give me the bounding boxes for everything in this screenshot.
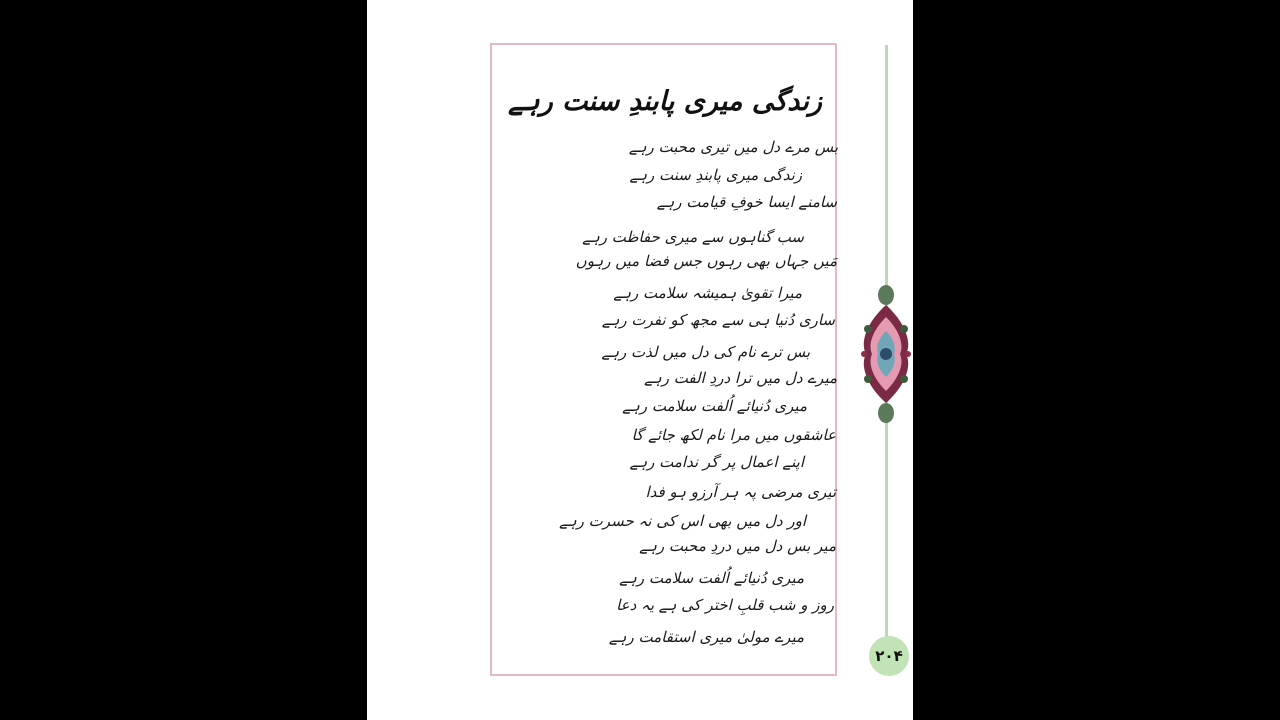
verse-line: میرا تقویٰ ہمیشہ سلامت رہے — [613, 284, 802, 302]
page-number-badge — [869, 636, 909, 676]
verse-line: اور دل میں بھی اس کی نہ حسرت رہے — [559, 512, 806, 530]
verse-line: زندگی میری پابندِ سنت رہے — [629, 166, 802, 184]
verse-line: مَیں جہاں بھی رہوں جس فضا میں رہوں — [575, 252, 837, 270]
verse-line: سامنے ایسا خوفِ قیامت رہے — [656, 193, 837, 211]
verse-line: سب گناہوں سے میری حفاظت رہے — [582, 228, 804, 246]
verse-line: عاشقوں میں مرا نام لکھ جائے گا — [631, 426, 836, 444]
verse-line: بس مرے دل میں تیری محبت رہے — [628, 138, 838, 156]
verse-line: میری دُنیائے اُلفت سلامت رہے — [622, 397, 807, 415]
verse-line: بس ترے نام کی دل میں لذت رہے — [601, 343, 810, 361]
floral-ornament-icon — [858, 283, 914, 425]
verse-line: میر بس دل میں دردِ محبت رہے — [639, 537, 836, 555]
verse-line: میرے مولیٰ میری استقامت رہے — [608, 628, 804, 646]
page-number: ۲۰۴ — [875, 647, 903, 665]
verse-line: روز و شب قلبِ اختر کی ہے یہ دعا — [616, 596, 834, 614]
verse-line: میری دُنیائے اُلفت سلامت رہے — [619, 569, 804, 587]
verse-line: اپنے اعمال پر گر ندامت رہے — [629, 453, 804, 471]
verse-line: تیری مرضی پہ ہر آرزو ہو فدا — [645, 483, 836, 501]
verse-line: میرے دل میں ترا دردِ الفت رہے — [644, 369, 837, 387]
verse-line: ساری دُنیا ہی سے مجھ کو نفرت رہے — [601, 311, 835, 329]
poem-title: زندگی میری پابندِ سنت رہے — [508, 86, 822, 117]
